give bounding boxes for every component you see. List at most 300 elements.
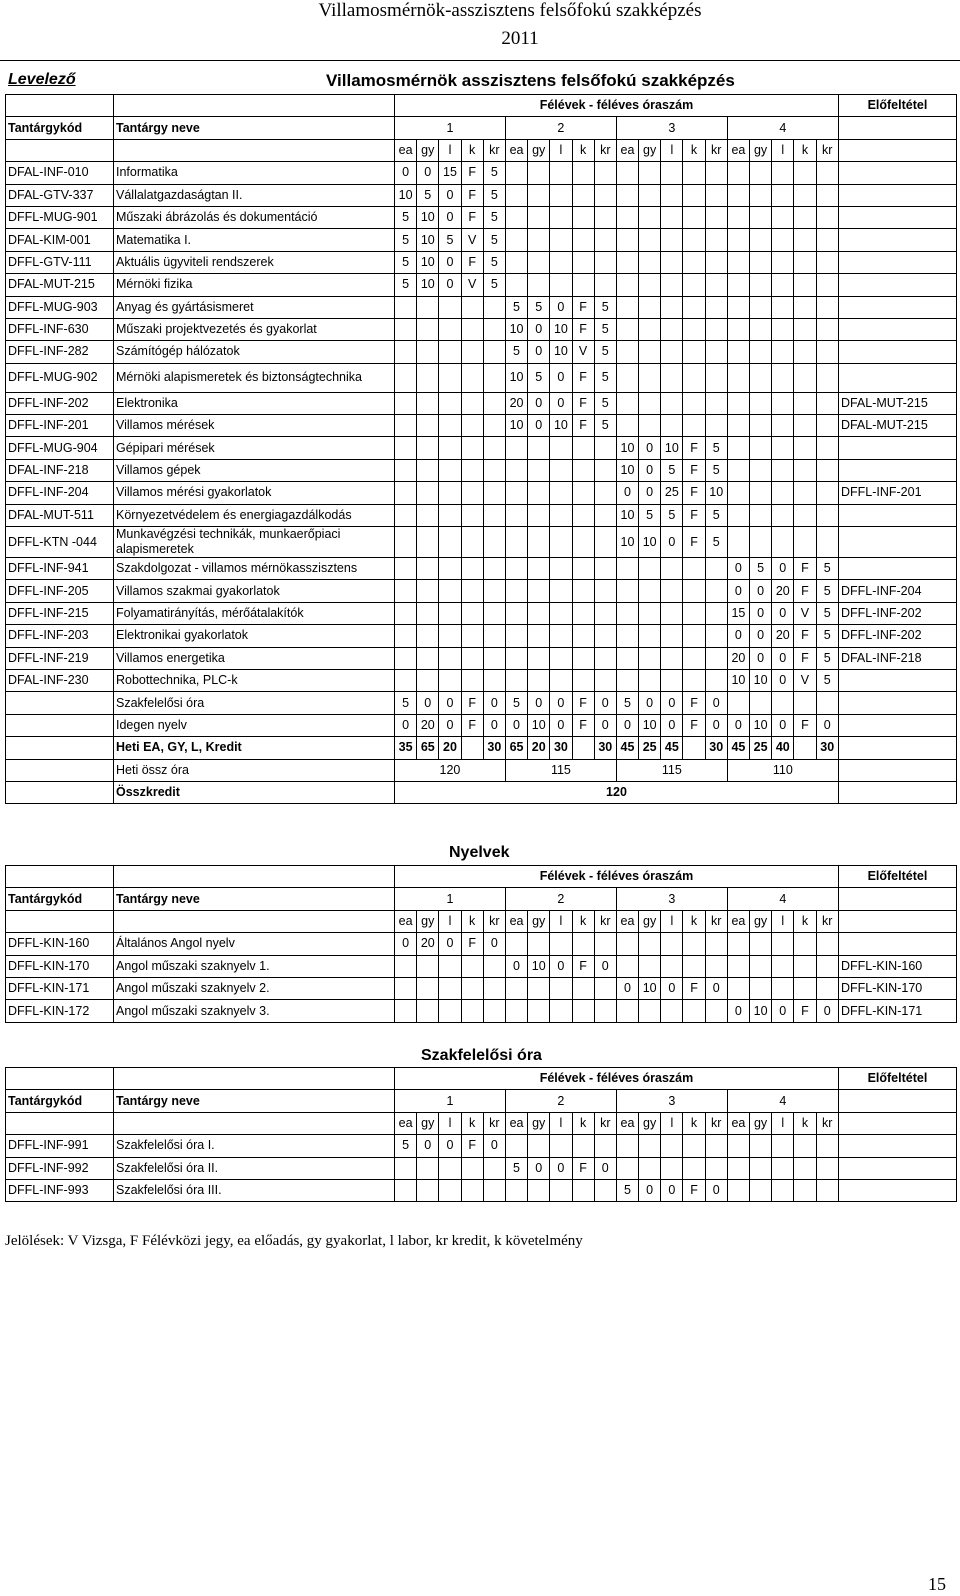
hours-cell: [772, 162, 794, 184]
sub-column-header: gy: [417, 910, 439, 932]
hours-cell: 40: [772, 737, 794, 759]
hours-cell: [705, 1135, 727, 1157]
table-row: [6, 341, 957, 363]
hours-cell: [572, 558, 594, 580]
hours-cell: [417, 580, 439, 602]
hours-cell: [528, 251, 550, 273]
hours-cell: [395, 527, 417, 558]
hours-cell: 0: [772, 558, 794, 580]
hours-cell: 0: [417, 1135, 439, 1157]
hours-cell: F: [461, 714, 483, 736]
hours-cell: [461, 437, 483, 459]
hours-cell: [639, 392, 661, 414]
course-name: Angol műszaki szaknyelv 3.: [114, 1000, 395, 1022]
hours-cell: [461, 296, 483, 318]
hours-cell: 25: [639, 737, 661, 759]
hours-cell: [439, 504, 461, 526]
hours-cell: [727, 933, 749, 955]
hours-cell: 5: [528, 363, 550, 392]
hours-cell: [750, 1135, 772, 1157]
hours-cell: 0: [594, 692, 616, 714]
hours-cell: [705, 392, 727, 414]
hours-cell: [439, 527, 461, 558]
course-name: Aktuális ügyviteli rendszerek: [114, 251, 395, 273]
hours-cell: [417, 558, 439, 580]
weekly-total-value: 120: [395, 759, 506, 781]
course-name: Elektronika: [114, 392, 395, 414]
hours-cell: [727, 955, 749, 977]
hours-cell: [750, 527, 772, 558]
prerequisite: DFFL-KIN-170: [838, 977, 956, 999]
hours-cell: [439, 318, 461, 340]
hours-cell: [639, 274, 661, 296]
hours-cell: 10: [705, 482, 727, 504]
hours-cell: [572, 933, 594, 955]
hours-cell: 45: [661, 737, 683, 759]
hours-cell: [483, 1000, 505, 1022]
hours-cell: 0: [616, 482, 638, 504]
hours-cell: [594, 504, 616, 526]
semesters-label: Félévek - féléves óraszám: [395, 95, 839, 117]
hours-cell: [505, 251, 527, 273]
main-table-title: Villamosmérnök asszisztens felsőfokú szakképzés: [326, 71, 735, 90]
hours-cell: [395, 955, 417, 977]
hours-cell: F: [572, 714, 594, 736]
hours-cell: [395, 647, 417, 669]
sub-column-header: gy: [750, 1112, 772, 1134]
hours-cell: 10: [750, 669, 772, 691]
hours-cell: [439, 1157, 461, 1179]
hours-cell: [528, 625, 550, 647]
hours-cell: 5: [395, 1135, 417, 1157]
hours-cell: [505, 647, 527, 669]
hours-cell: [750, 692, 772, 714]
hours-cell: 0: [439, 206, 461, 228]
hours-cell: [772, 437, 794, 459]
hours-cell: 5: [816, 558, 838, 580]
hours-cell: [683, 737, 705, 759]
hours-cell: [616, 184, 638, 206]
hours-cell: [727, 459, 749, 481]
prerequisite: DFFL-KIN-160: [838, 955, 956, 977]
table-row: [6, 392, 957, 414]
table-row: [6, 415, 957, 437]
hours-cell: [395, 318, 417, 340]
hours-cell: [816, 274, 838, 296]
hours-cell: [417, 504, 439, 526]
hours-cell: [705, 1157, 727, 1179]
sub-column-header: gy: [528, 139, 550, 161]
course-name: Vállalatgazdaságtan II.: [114, 184, 395, 206]
sub-column-header: l: [661, 139, 683, 161]
hours-cell: 0: [661, 977, 683, 999]
hours-cell: [794, 162, 816, 184]
hours-cell: [395, 341, 417, 363]
hours-cell: [594, 482, 616, 504]
hours-cell: [417, 977, 439, 999]
hours-cell: [772, 341, 794, 363]
sub-column-header: gy: [528, 910, 550, 932]
hours-cell: [483, 977, 505, 999]
hours-cell: [750, 482, 772, 504]
hours-cell: [794, 459, 816, 481]
course-code: DFFL-KIN-170: [6, 955, 114, 977]
hours-cell: [395, 580, 417, 602]
hours-cell: [572, 251, 594, 273]
hours-cell: [483, 1157, 505, 1179]
hours-cell: [794, 482, 816, 504]
code-header: Tantárgykód: [6, 888, 114, 910]
hours-cell: [705, 580, 727, 602]
hours-cell: [528, 504, 550, 526]
sub-column-header: ea: [616, 1112, 638, 1134]
hours-cell: F: [572, 1157, 594, 1179]
course-code: DFAL-MUT-511: [6, 504, 114, 526]
hours-cell: [572, 274, 594, 296]
table-row: [6, 625, 957, 647]
hours-cell: [816, 415, 838, 437]
hours-cell: [395, 1000, 417, 1022]
hours-cell: [639, 251, 661, 273]
hours-cell: [550, 933, 572, 955]
header-blank: [6, 1068, 114, 1090]
hours-cell: [750, 955, 772, 977]
sub-column-header: l: [772, 910, 794, 932]
sub-column-header: kr: [594, 139, 616, 161]
hours-cell: [528, 977, 550, 999]
hours-cell: [727, 482, 749, 504]
hours-cell: [505, 580, 527, 602]
hours-cell: 0: [727, 558, 749, 580]
hours-cell: 10: [616, 527, 638, 558]
hours-cell: [439, 580, 461, 602]
hours-cell: 0: [816, 1000, 838, 1022]
hours-cell: [528, 437, 550, 459]
hours-cell: [705, 415, 727, 437]
hours-cell: 5: [395, 274, 417, 296]
hours-cell: [439, 341, 461, 363]
course-code: DFAL-INF-230: [6, 669, 114, 691]
hours-cell: [572, 229, 594, 251]
hours-cell: 15: [439, 162, 461, 184]
hours-cell: [705, 669, 727, 691]
hours-cell: 0: [483, 692, 505, 714]
hours-cell: [727, 977, 749, 999]
sub-column-header: l: [550, 910, 572, 932]
hours-cell: [661, 162, 683, 184]
sub-column-header: ea: [505, 910, 527, 932]
hours-cell: [661, 647, 683, 669]
hours-cell: [750, 318, 772, 340]
hours-cell: 0: [395, 933, 417, 955]
hours-cell: [816, 1179, 838, 1201]
hours-cell: [794, 1157, 816, 1179]
weekly-total-value: 115: [505, 759, 616, 781]
hours-cell: [616, 602, 638, 624]
hours-cell: 30: [816, 737, 838, 759]
hours-cell: [727, 341, 749, 363]
blank-cell: [6, 781, 114, 803]
sub-column-header: l: [772, 139, 794, 161]
semester-number: 3: [616, 1090, 727, 1112]
semester-number: 4: [727, 888, 838, 910]
sub-column-header: l: [550, 1112, 572, 1134]
hours-cell: [750, 162, 772, 184]
name-header: Tantárgy neve: [114, 1090, 395, 1112]
header-blank: [114, 95, 395, 117]
hours-cell: [572, 482, 594, 504]
hours-cell: [483, 527, 505, 558]
hours-cell: [550, 162, 572, 184]
hours-cell: [417, 955, 439, 977]
hours-cell: [528, 162, 550, 184]
hours-cell: [639, 1157, 661, 1179]
hours-cell: 0: [661, 714, 683, 736]
hours-cell: 5: [705, 437, 727, 459]
hours-cell: 10: [750, 1000, 772, 1022]
hours-cell: 5: [395, 229, 417, 251]
header-blank: [6, 139, 114, 161]
hours-cell: [661, 1135, 683, 1157]
hours-cell: [794, 206, 816, 228]
blank-cell: [838, 781, 956, 803]
hours-cell: [639, 580, 661, 602]
hours-cell: 0: [772, 647, 794, 669]
sub-column-header: gy: [639, 910, 661, 932]
hours-cell: 10: [417, 206, 439, 228]
prerequisite: [838, 229, 956, 251]
hours-cell: [461, 669, 483, 691]
hours-cell: [594, 206, 616, 228]
course-name: Műszaki projektvezetés és gyakorlat: [114, 318, 395, 340]
hours-cell: [572, 1000, 594, 1022]
hours-cell: [794, 1179, 816, 1201]
hours-cell: 0: [639, 482, 661, 504]
hours-cell: [461, 580, 483, 602]
hours-cell: 5: [483, 274, 505, 296]
hours-cell: 5: [705, 459, 727, 481]
sub-column-header: ea: [727, 910, 749, 932]
hours-cell: 5: [505, 341, 527, 363]
hours-cell: [661, 669, 683, 691]
hours-cell: [417, 392, 439, 414]
hours-cell: [550, 669, 572, 691]
hours-cell: 10: [750, 714, 772, 736]
hours-cell: [505, 977, 527, 999]
hours-cell: [727, 527, 749, 558]
hours-cell: 0: [816, 714, 838, 736]
total-credit-label: Összkredit: [114, 781, 395, 803]
table-row: [6, 251, 957, 273]
hours-cell: F: [794, 580, 816, 602]
prerequisite: [838, 1157, 956, 1179]
hours-cell: [816, 251, 838, 273]
hours-cell: 5: [816, 647, 838, 669]
course-code: DFFL-KTN -044: [6, 527, 114, 558]
course-name: Környezetvédelem és energiagazdálkodás: [114, 504, 395, 526]
hours-cell: [439, 955, 461, 977]
sub-column-header: ea: [616, 910, 638, 932]
semester-number: 3: [616, 888, 727, 910]
hours-cell: [661, 580, 683, 602]
hours-cell: F: [683, 527, 705, 558]
hours-cell: [816, 504, 838, 526]
course-code: DFFL-KIN-171: [6, 977, 114, 999]
sub-column-header: kr: [816, 1112, 838, 1134]
prerequisite: DFAL-MUT-215: [838, 392, 956, 414]
hours-cell: [483, 437, 505, 459]
hours-cell: [683, 341, 705, 363]
table-row: [6, 162, 957, 184]
hours-cell: [772, 184, 794, 206]
hours-cell: [616, 1157, 638, 1179]
hours-cell: [461, 955, 483, 977]
hours-cell: [395, 296, 417, 318]
hours-cell: [594, 669, 616, 691]
semester-number: 3: [616, 117, 727, 139]
hours-cell: [594, 977, 616, 999]
hours-cell: 0: [528, 415, 550, 437]
hours-cell: [772, 1179, 794, 1201]
sub-column-header: kr: [705, 139, 727, 161]
hours-cell: 5: [439, 229, 461, 251]
hours-cell: [794, 527, 816, 558]
hours-cell: 5: [705, 527, 727, 558]
hours-cell: [661, 955, 683, 977]
hours-cell: 0: [639, 459, 661, 481]
hours-cell: 5: [594, 318, 616, 340]
hours-cell: [794, 392, 816, 414]
hours-cell: [661, 184, 683, 206]
hours-cell: [505, 437, 527, 459]
hours-cell: [594, 251, 616, 273]
hours-cell: 0: [528, 341, 550, 363]
hours-cell: [794, 274, 816, 296]
hours-cell: [816, 1135, 838, 1157]
hours-cell: [772, 1135, 794, 1157]
course-name: Számítógép hálózatok: [114, 341, 395, 363]
hours-cell: [750, 251, 772, 273]
blank-cell: [838, 759, 956, 781]
hours-cell: [750, 1157, 772, 1179]
hours-cell: [683, 296, 705, 318]
hours-cell: [505, 229, 527, 251]
sub-column-header: ea: [505, 139, 527, 161]
header-blank: [6, 1112, 114, 1134]
hours-cell: [395, 363, 417, 392]
hours-cell: 10: [528, 714, 550, 736]
hours-cell: [417, 415, 439, 437]
hours-cell: [483, 296, 505, 318]
hours-cell: [639, 602, 661, 624]
sub-column-header: gy: [750, 910, 772, 932]
sub-column-header: ea: [727, 1112, 749, 1134]
hours-cell: F: [461, 162, 483, 184]
hours-cell: [750, 363, 772, 392]
hours-cell: [661, 274, 683, 296]
hours-cell: 5: [616, 692, 638, 714]
running-header-title: Villamosmérnök-asszisztens felsőfokú szakképzés: [318, 0, 702, 21]
hours-cell: [661, 1157, 683, 1179]
hours-cell: 0: [417, 692, 439, 714]
hours-cell: [616, 647, 638, 669]
hours-cell: 0: [439, 274, 461, 296]
hours-cell: [616, 363, 638, 392]
hours-cell: 0: [550, 955, 572, 977]
table-row: [6, 647, 957, 669]
hours-cell: [727, 251, 749, 273]
hours-cell: [794, 229, 816, 251]
prerequisite: [838, 1135, 956, 1157]
course-name: Angol műszaki szaknyelv 1.: [114, 955, 395, 977]
hours-cell: 20: [417, 933, 439, 955]
hours-cell: [550, 504, 572, 526]
sub-column-header: ea: [727, 139, 749, 161]
hours-cell: [705, 206, 727, 228]
hours-cell: [572, 206, 594, 228]
semester-number: 4: [727, 117, 838, 139]
hours-cell: [705, 602, 727, 624]
hours-cell: 0: [439, 184, 461, 206]
hours-cell: [683, 933, 705, 955]
hours-cell: 10: [550, 415, 572, 437]
hours-cell: [705, 647, 727, 669]
sub-column-header: gy: [639, 1112, 661, 1134]
hours-cell: [439, 558, 461, 580]
hours-cell: 0: [439, 251, 461, 273]
hours-cell: [683, 162, 705, 184]
hours-cell: [639, 933, 661, 955]
hours-cell: [572, 625, 594, 647]
hours-cell: [705, 229, 727, 251]
hours-cell: 5: [395, 251, 417, 273]
hours-cell: [816, 341, 838, 363]
prerequisite: [838, 527, 956, 558]
hours-cell: [683, 206, 705, 228]
hours-cell: [750, 415, 772, 437]
hours-cell: 0: [505, 955, 527, 977]
hours-cell: [816, 459, 838, 481]
sub-column-header: ea: [395, 139, 417, 161]
hours-cell: 0: [727, 714, 749, 736]
hours-cell: [594, 162, 616, 184]
course-code: [6, 714, 114, 736]
hours-cell: [528, 229, 550, 251]
hours-cell: [772, 392, 794, 414]
semesters-label: Félévek - féléves óraszám: [395, 1068, 839, 1090]
prerequisite: [838, 206, 956, 228]
course-name: Villamos szakmai gyakorlatok: [114, 580, 395, 602]
hours-cell: [750, 296, 772, 318]
hours-cell: 0: [528, 318, 550, 340]
hours-cell: [639, 1000, 661, 1022]
hours-cell: [572, 527, 594, 558]
hours-cell: [594, 933, 616, 955]
table-row: [6, 437, 957, 459]
hours-cell: [816, 392, 838, 414]
hours-cell: [683, 392, 705, 414]
hours-cell: [528, 206, 550, 228]
hours-cell: [483, 647, 505, 669]
course-name: Idegen nyelv: [114, 714, 395, 736]
hours-cell: 5: [594, 415, 616, 437]
hours-cell: [417, 1157, 439, 1179]
hours-cell: 0: [705, 1179, 727, 1201]
semester-number: 2: [505, 117, 616, 139]
sub-column-header: gy: [528, 1112, 550, 1134]
hours-cell: [461, 1000, 483, 1022]
course-code: DFFL-INF-219: [6, 647, 114, 669]
